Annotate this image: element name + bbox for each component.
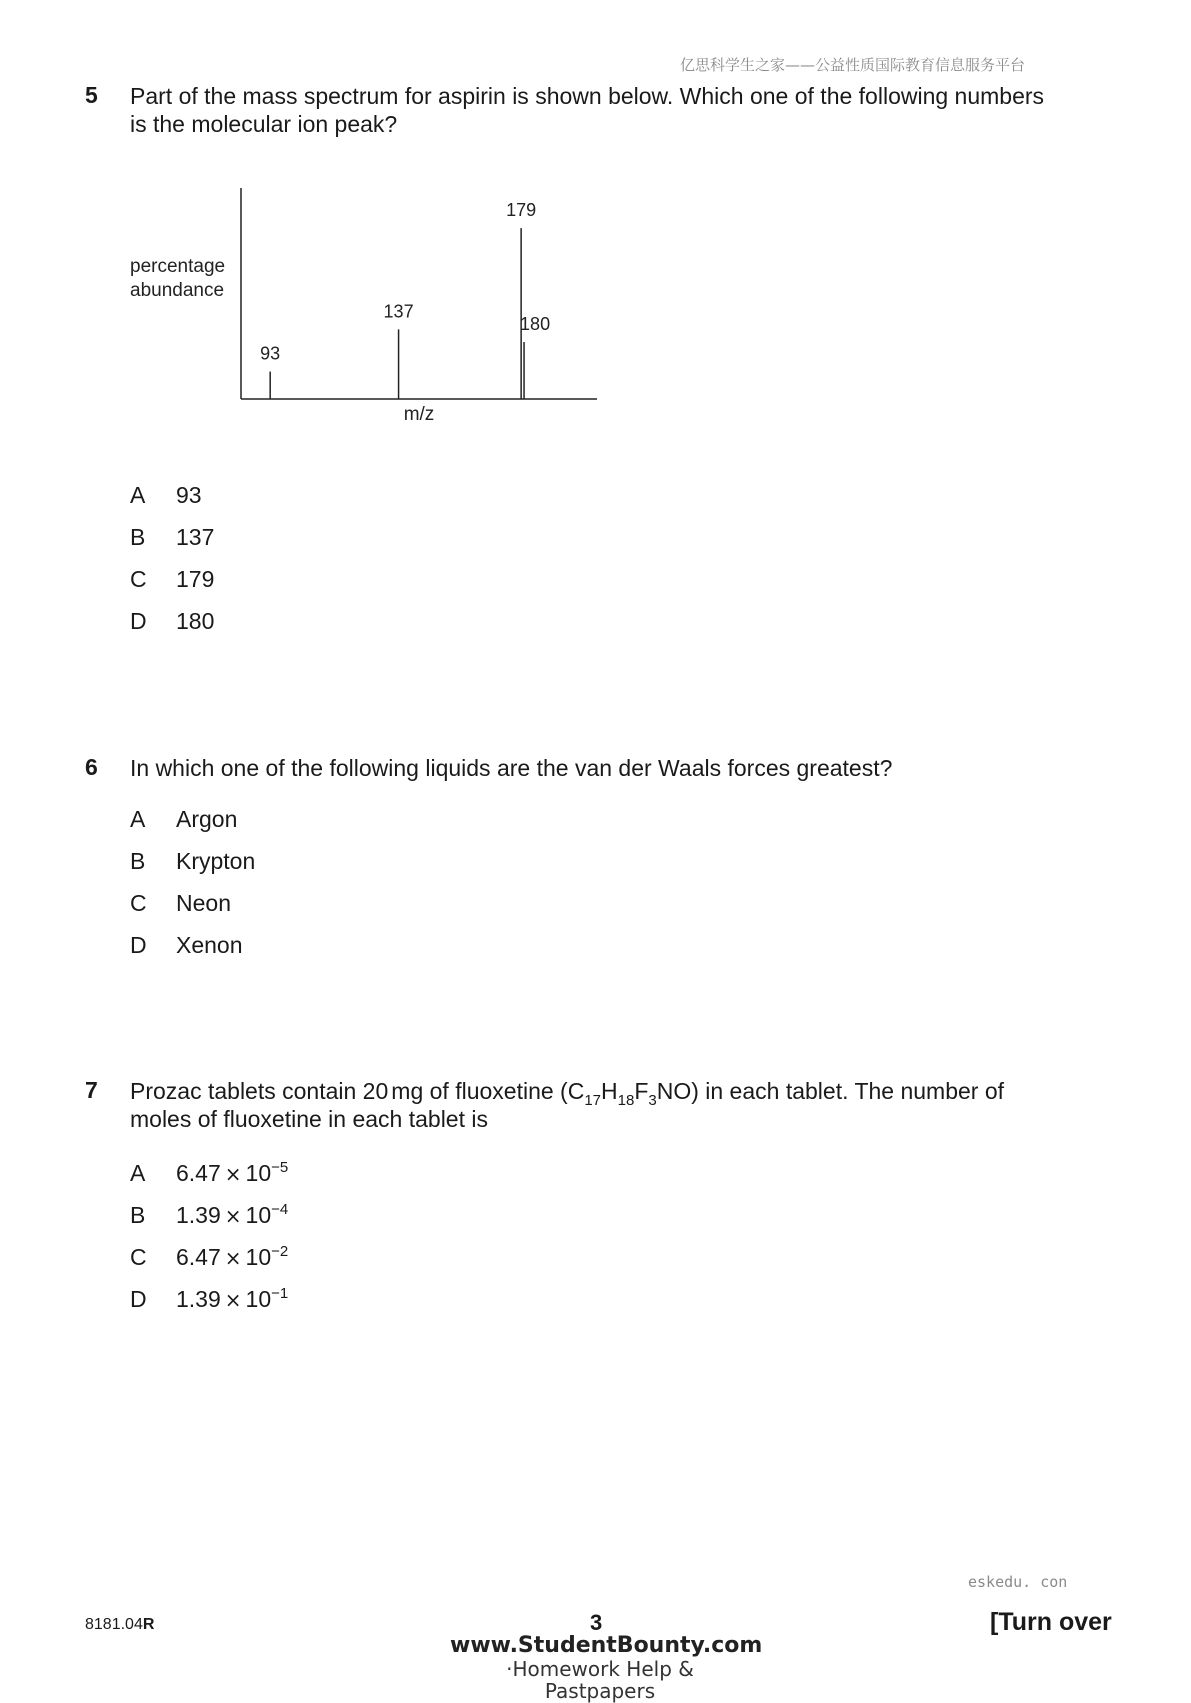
option-mantissa: 1.39 [176,1286,221,1312]
option-letter: A [130,482,146,508]
option-value [176,1160,288,1187]
q7-subscript: 3 [648,1092,657,1109]
option-mantissa: 1.39 [176,1202,221,1228]
peak-label-137: 137 [383,301,414,322]
q7-text-part: F [634,1078,649,1104]
option-value: 137 [176,524,215,550]
option-letter: A [130,1160,146,1186]
times-symbol: × [224,1204,242,1228]
option-value: Argon [176,806,238,832]
header-watermark: 亿思科学生之家——公益性质国际教育信息服务平台 [680,56,1026,74]
page-number: 3 [590,1610,603,1635]
option-letter: A [130,806,146,832]
question-7-line-2: moles of fluoxetine in each tablet is [130,1106,488,1132]
times-symbol: × [224,1162,242,1186]
option-value: 93 [176,482,202,508]
option-letter: C [130,890,147,916]
x-axis-label: m/z [403,404,435,425]
paper-code-number: 8181.04 [85,1616,143,1633]
question-7-line-1 [130,1077,1110,1109]
y-axis-label-line-1: percentage [130,256,226,277]
option-letter: B [130,848,146,874]
mass-spectrum-chart [120,180,620,440]
option-letter: D [130,608,147,634]
question-5-text [130,82,1110,138]
question-7-number: 7 [85,1077,98,1103]
option-value: Neon [176,890,231,916]
option-exponent: −1 [271,1285,289,1302]
q7-text-part: H [601,1078,618,1104]
turn-over-label: [Turn over [990,1608,1112,1636]
studentbounty-logo [450,1633,763,1703]
question-5-line-1: Part of the mass spectrum for aspirin is shown below. Which one of the following numbers [130,83,1045,109]
paper-code [85,1616,154,1634]
option-value: 180 [176,608,215,634]
question-6-text: In which one of the following liquids are the van der Waals forces greatest? [130,755,893,781]
q7-subscript: 18 [617,1092,635,1109]
option-letter: C [130,566,147,592]
option-value [176,1202,288,1229]
peaks-group [260,200,550,399]
option-letter: C [130,1244,147,1270]
site-watermark: eskedu. con [968,1573,1068,1591]
option-value [176,1286,288,1313]
peak-label-93: 93 [260,343,281,364]
option-letter: B [130,1202,146,1228]
q7-text-part: NO) in each tablet. The number of [656,1078,1005,1104]
option-value [176,1244,288,1271]
option-exponent: −5 [271,1159,289,1176]
option-letter: D [130,932,147,958]
option-base: 10 [245,1244,272,1270]
option-base: 10 [245,1160,272,1186]
y-axis-label-line-2: abundance [130,280,225,301]
q7-subscript: 17 [584,1092,601,1109]
times-symbol: × [224,1246,242,1270]
peak-label-180: 180 [520,314,551,335]
option-base: 10 [245,1202,272,1228]
option-mantissa: 6.47 [176,1244,221,1270]
option-letter: D [130,1286,147,1312]
paper-code-suffix: R [142,1616,155,1633]
option-base: 10 [245,1286,272,1312]
q7-text-part: mg of fluoxetine (C [391,1078,585,1104]
logo-line-2: ·Homework Help & Pastpapers [506,1657,694,1703]
logo-line-1: www.StudentBounty.com [450,1633,763,1658]
option-value: Krypton [176,848,256,874]
question-5-number: 5 [85,82,98,108]
times-symbol: × [224,1288,242,1312]
question-5-line-2: is the molecular ion peak? [130,111,398,137]
peak-label-179: 179 [506,200,537,221]
option-mantissa: 6.47 [176,1160,221,1186]
option-exponent: −4 [271,1201,289,1218]
option-letter: B [130,524,146,550]
option-value: Xenon [176,932,243,958]
option-exponent: −2 [271,1243,289,1260]
question-7-text [130,1077,1110,1133]
question-6-number: 6 [85,754,98,780]
q7-text-part: Prozac tablets contain 20 [130,1078,389,1104]
option-value: 179 [176,566,215,592]
